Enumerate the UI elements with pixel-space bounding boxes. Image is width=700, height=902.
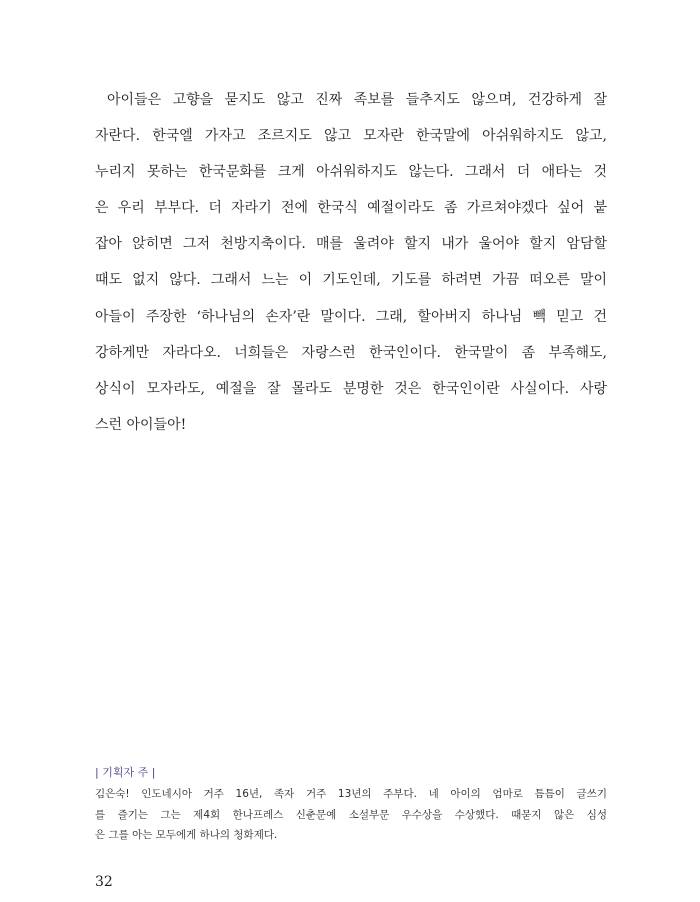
essay-line: 강하게만 자라다오. 너희들은 자랑스런 한국인이다. 한국말이 좀 부족해도, bbox=[95, 344, 607, 361]
editor-note bbox=[95, 765, 607, 846]
essay-line: 스런 아이들아! bbox=[95, 416, 187, 433]
essay-line: 아이들은 고향을 묻지도 않고 진짜 족보를 들추지도 않으며, 건강하게 잘 bbox=[107, 92, 607, 108]
editor-note-line: 를 즐기는 그는 제4회 한나프레스 신춘문예 소설부문 우수상을 수상했다. 때묻지 않은 심성 bbox=[95, 808, 607, 821]
essay-line: 때도 없지 않다. 그래서 느는 이 기도인데, 기도를 하려면 가끔 떠오른 말이 bbox=[95, 272, 607, 289]
editor-note-line: 김은숙! 인도네시아 거주 16년, 족자 거주 13년의 주부다. 네 아이의 엄마로 틈틈이 글쓰기 bbox=[95, 788, 607, 800]
editor-note-title: | 기획자 주 | bbox=[95, 766, 156, 779]
essay-line: 은 우리 부부다. 더 자라기 전에 한국식 예절이라도 좀 가르쳐야겠다 싶어 붙 bbox=[95, 200, 607, 217]
essay-line: 아들이 주장한 ‘하나님의 손자’란 말이다. 그래, 할아버지 하나님 빽 믿고 건 bbox=[95, 308, 607, 325]
essay-line: 상식이 모자라도, 예절을 잘 몰라도 분명한 것은 한국인이란 사실이다. 사랑 bbox=[95, 380, 607, 397]
essay-line: 자란다. 한국엘 가자고 조르지도 않고 모자란 한국말에 아쉬워하지도 않고, bbox=[95, 128, 607, 145]
essay-line: 누리지 못하는 한국문화를 크게 아쉬워하지도 않는다. 그래서 더 애타는 것 bbox=[95, 164, 607, 181]
page-number: 32 bbox=[95, 874, 113, 890]
essay-line: 잡아 앉히면 그저 천방지축이다. 매를 울려야 할지 내가 울어야 할지 암담할 bbox=[95, 236, 607, 253]
editor-note-line: 은 그를 아는 모두에게 하나의 청화제다. bbox=[95, 829, 278, 841]
essay-body bbox=[95, 82, 607, 443]
